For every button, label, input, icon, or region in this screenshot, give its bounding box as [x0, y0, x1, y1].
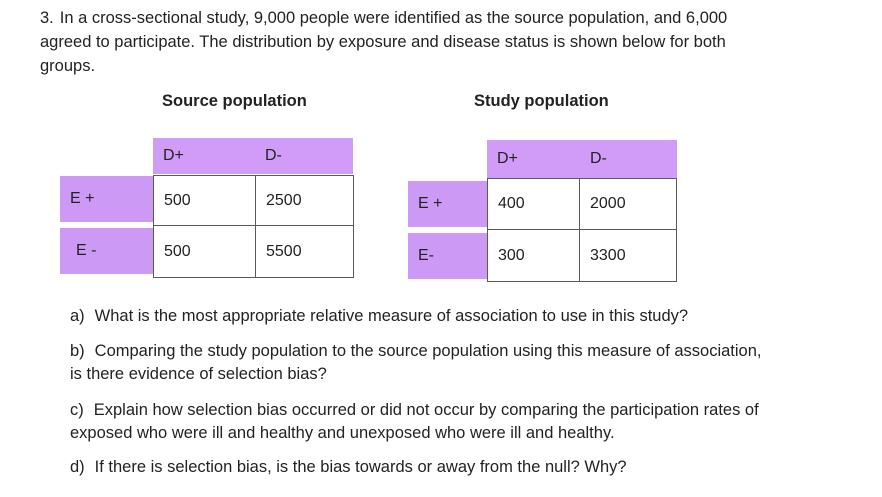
- subquestion-d-letter: d): [70, 458, 85, 476]
- study-row-label-eplus: E +: [408, 181, 487, 227]
- study-cell-eminus-dplus: 300: [487, 229, 580, 282]
- subquestion-b-text-1: Comparing the study population to the source population using this measure of association,: [94, 342, 762, 360]
- study-table-title: Study population: [474, 92, 609, 110]
- question-line-3: groups.: [40, 57, 96, 75]
- subquestion-c-text-1: Explain how selection bias occurred or did not occur by comparing the participation rates of: [93, 401, 759, 419]
- source-table-title: Source population: [162, 92, 307, 110]
- subquestion-c-letter: c): [70, 401, 84, 419]
- subquestion-a: [70, 305, 860, 328]
- study-cell-eplus-dminus: 2000: [579, 178, 677, 230]
- question-number: 3.: [40, 9, 54, 27]
- subquestion-d-text: If there is selection bias, is the bias towards or away from the null? Why?: [94, 458, 627, 476]
- subquestion-d: [70, 456, 860, 479]
- study-col-dplus: D+: [497, 150, 518, 167]
- subquestion-b-letter: b): [70, 342, 85, 360]
- study-header-row: [487, 140, 677, 178]
- subquestion-c-text-2: exposed who were ill and healthy and unexposed who were ill and healthy.: [70, 424, 615, 442]
- subquestion-a-letter: a): [70, 307, 85, 325]
- question-line-2: agreed to participate. The distribution by exposure and disease status is shown below for both: [40, 33, 726, 51]
- study-row-label-eminus: E-: [408, 233, 487, 279]
- source-row-label-eminus: E -: [60, 228, 153, 274]
- question-line-1: 3. In a cross-sectional study, 9,000 people were identified as the source population, and 6,000: [40, 9, 728, 27]
- source-row-label-eplus: E +: [60, 176, 153, 222]
- study-cell-eplus-dplus: 400: [487, 178, 580, 230]
- subquestion-b-text-2: is there evidence of selection bias?: [70, 365, 327, 383]
- source-col-dminus: D-: [265, 147, 282, 164]
- study-col-dminus: D-: [590, 150, 607, 167]
- source-cell-eminus-dplus: 500: [153, 225, 256, 278]
- subquestion-c: [70, 399, 860, 445]
- source-col-dplus: D+: [163, 147, 184, 164]
- source-cell-eplus-dplus: 500: [153, 175, 256, 226]
- source-cell-eminus-dminus: 5500: [255, 225, 354, 278]
- question-text: [40, 6, 840, 78]
- subquestion-a-text: What is the most appropriate relative measure of association to use in this study?: [94, 307, 689, 325]
- subquestion-b: [70, 340, 860, 386]
- source-header-row: [153, 138, 353, 174]
- source-cell-eplus-dminus: 2500: [255, 175, 354, 226]
- study-cell-eminus-dminus: 3300: [579, 229, 677, 282]
